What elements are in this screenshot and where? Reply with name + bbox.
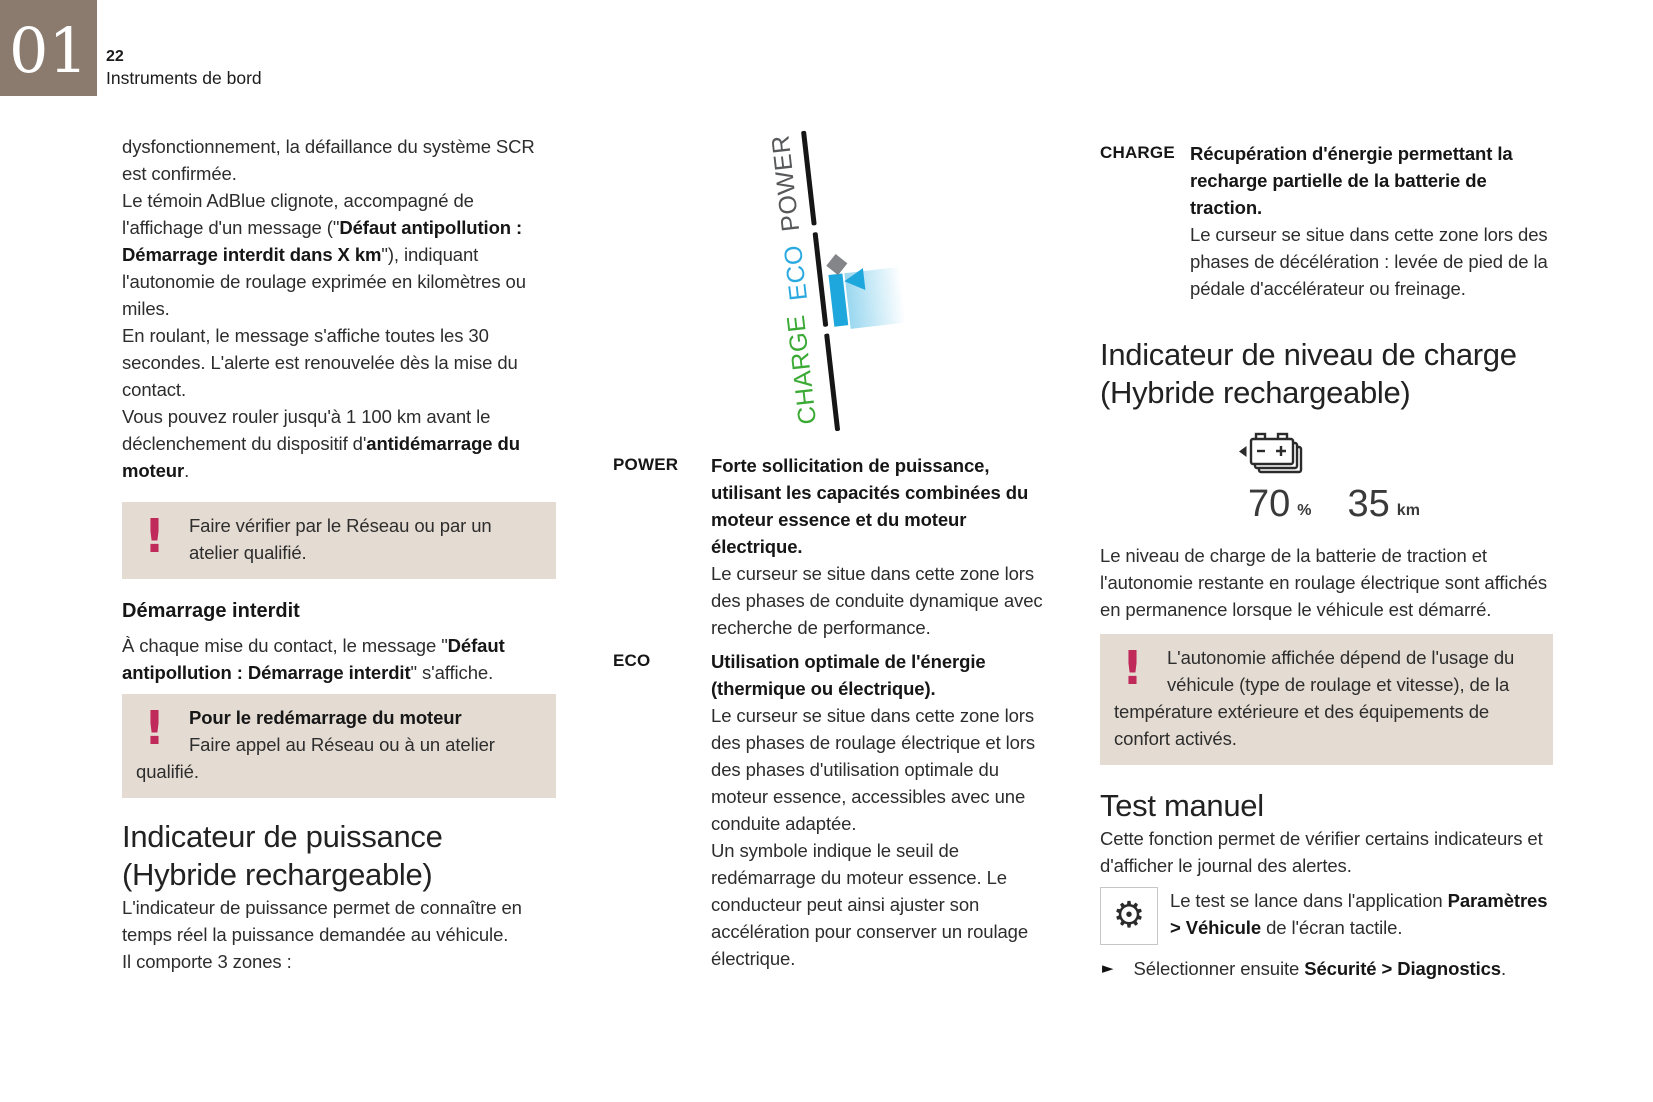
left-column (122, 133, 556, 975)
settings-instruction-row (1100, 887, 1553, 945)
definition-description: Forte sollicitation de puissance, utilisant les capacités combinées du moteur essence et du moteur électrique. Le curseur se situe dans cette zone lors des phases de conduite dynamique avec recherche de performance. (711, 455, 1043, 638)
gauge-zone-label-power: POWER (766, 133, 806, 234)
charge-percent-unit: % (1297, 502, 1312, 519)
arrow-bullet-icon: ► (1102, 959, 1114, 977)
section-heading: Test manuel (1100, 788, 1264, 823)
charge-percent (1248, 483, 1312, 525)
warning-box (122, 694, 556, 798)
warning-text: Faire vérifier par le Réseau ou par un atelier qualifié. (188, 515, 492, 563)
paragraph: Vous pouvez rouler jusqu'à 1 100 km avant le déclenchement du dispositif d'antidémarrage du moteur. (122, 406, 520, 481)
battery-stack-icon (1238, 430, 1304, 476)
gauge-line-segment-charge (824, 333, 840, 431)
charge-level-display (1100, 430, 1553, 525)
exclamation-icon: ! (144, 509, 165, 563)
paragraph: Le niveau de charge de la batterie de traction et l'autonomie restante en roulage électrique sont affichés en permanence lorsque le véhicule est démarré. (1100, 545, 1548, 620)
cursor-triangle-icon (843, 268, 865, 292)
gear-icon: ⚙ (1112, 895, 1146, 936)
paragraph: Cette fonction permet de vérifier certains indicateurs et d'afficher le journal des alertes. (1100, 828, 1543, 876)
charge-percent-value: 70 (1248, 483, 1291, 525)
paragraph: À chaque mise du contact, le message "Défaut antipollution : Démarrage interdit" s'affiche. (122, 635, 505, 683)
gauge-zone-label-charge: CHARGE (781, 313, 823, 426)
instruction-text: Sélectionner ensuite Sécurité > Diagnostics. (1133, 958, 1507, 979)
definition-list (613, 452, 1043, 972)
paragraph: dysfonctionnement, la défaillance du système SCR est confirmée. (122, 136, 535, 184)
range-unit: km (1396, 502, 1420, 519)
section-heading: Indicateur de puissance (Hybride rechargeable) (122, 819, 443, 892)
paragraph: Le témoin AdBlue clignote, accompagné de l'affichage d'un message ("Défaut antipollution : Démarrage interdit dans X km"), indiquant l'autonomie de roulage exprimée en kilomètres ou miles. (122, 190, 526, 319)
gauge-tilted-group (701, 114, 988, 485)
warning-title: Pour le redémarrage du moteur (188, 707, 462, 728)
middle-column (613, 452, 1043, 972)
range-value: 35 (1347, 483, 1390, 525)
gauge-zone-label-eco: ECO (778, 243, 814, 302)
paragraph: En roulant, le message s'affiche toutes les 30 secondes. L'alerte est renouvelée dès la mise du contact. (122, 325, 518, 400)
definition-list (1100, 140, 1553, 302)
right-column (1100, 140, 1553, 982)
settings-app-tile (1100, 887, 1158, 945)
paragraph: L'indicateur de puissance permet de connaître en temps réel la puissance demandée au véhicule. (122, 897, 522, 945)
warning-text: Faire appel au Réseau ou à un atelier qualifié. (136, 734, 495, 782)
exclamation-icon: ! (1122, 641, 1143, 695)
definition-term-eco: ECO (613, 651, 651, 670)
paragraph: Il comporte 3 zones : (122, 951, 292, 972)
definition-description: Utilisation optimale de l'énergie (thermique ou électrique). Le curseur se situe dans cette zone lors des phases de roulage électrique et lors des phases d'utilisation optimale du moteur essence, accessibles avec une conduite adaptée. Un symbole indique le seuil de redémarrage du moteur essence. Le conducteur peut ainsi ajuster son accélération pour conserver un roulage électrique. (711, 651, 1036, 969)
charge-values-row (1248, 483, 1553, 525)
warning-box (122, 502, 556, 579)
warning-box (1100, 634, 1553, 765)
instruction-text: Le test se lance dans l'application Paramètres > Véhicule de l'écran tactile. (1170, 890, 1548, 938)
definition-description: Récupération d'énergie permettant la recharge partielle de la batterie de traction. Le curseur se situe dans cette zone lors des phases de décélération : levée de pied de la pédale d'accélérateur ou freinage. (1190, 143, 1548, 299)
chapter-number-badge (0, 0, 97, 96)
section-heading: Indicateur de niveau de charge (Hybride rechargeable) (1100, 337, 1517, 410)
definition-term-charge: CHARGE (1100, 143, 1175, 162)
chapter-number: 01 (9, 14, 88, 87)
warning-text: L'autonomie affichée dépend de l'usage du véhicule (type de roulage et vitesse), de la température extérieure et des équipements de confort activés. (1114, 647, 1515, 749)
page-header (106, 47, 262, 90)
power-indicator-diagram (700, 131, 950, 476)
chapter-title: Instruments de bord (106, 68, 262, 88)
exclamation-icon: ! (144, 701, 165, 755)
step-instruction-row (1100, 955, 1553, 982)
electric-range (1347, 483, 1420, 525)
section-subheading: Démarrage interdit (122, 600, 300, 622)
definition-term-power: POWER (613, 455, 679, 474)
page-number: 22 (106, 48, 124, 65)
